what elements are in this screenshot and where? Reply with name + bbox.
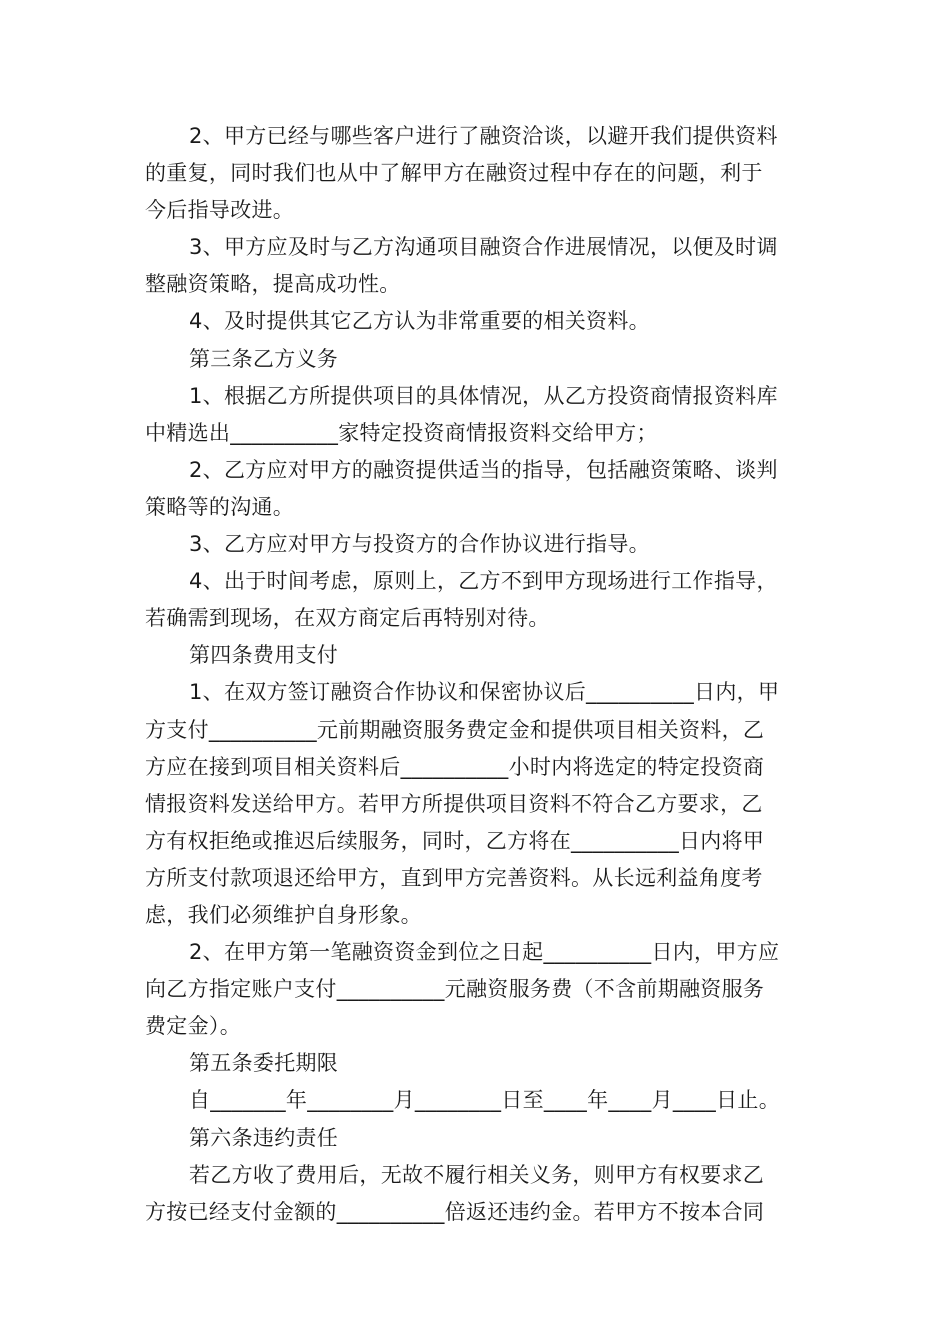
document-line: 第六条违约责任 [189,1125,339,1150]
document-line: 的重复，同时我们也从中了解甲方在融资过程中存在的问题，利于 [145,161,763,186]
document-line: 整融资策略，提高成功性。 [145,272,401,297]
document-line: 若确需到现场，在双方商定后再特别对待。 [145,606,550,631]
document-line: 策略等的沟通。 [145,494,295,519]
document-line: 方支付__________元前期融资服务费定金和提供项目相关资料，乙 [145,717,765,742]
document-body [145,118,813,1231]
document-line: 4、及时提供其它乙方认为非常重要的相关资料。 [189,309,650,334]
document-line: 1、在双方签订融资合作协议和保密协议后__________日内，甲 [189,680,780,705]
document-line: 方应在接到项目相关资料后__________小时内将选定的特定投资商 [145,754,765,779]
document-line: 方有权拒绝或推迟后续服务，同时，乙方将在__________日内将甲 [145,828,765,853]
document-line: 第四条费用支付 [189,643,339,668]
document-line: 3、乙方应对甲方与投资方的合作协议进行指导。 [189,532,650,557]
document-line: 若乙方收了费用后，无故不履行相关义务，则甲方有权要求乙 [189,1162,765,1187]
document-line: 方按已经支付金额的__________倍返还违约金。若甲方不按本合同 [145,1199,765,1224]
document-line: 方所支付款项退还给甲方，直到甲方完善资料。从长远利益角度考 [145,865,763,890]
document-line: 向乙方指定账户支付__________元融资服务费（不含前期融资服务 [145,977,765,1002]
document-line: 1、根据乙方所提供项目的具体情况，从乙方投资商情报资料库 [189,383,778,408]
document-line: 4、出于时间考虑，原则上，乙方不到甲方现场进行工作指导， [189,569,778,594]
document-line: 第五条委托期限 [189,1051,339,1076]
document-line: 2、在甲方第一笔融资资金到位之日起__________日内，甲方应 [189,940,780,965]
document-line: 3、甲方应及时与乙方沟通项目融资合作进展情况，以便及时调 [189,235,778,260]
document-line: 2、乙方应对甲方的融资提供适当的指导，包括融资策略、谈判 [189,457,778,482]
document-line: 第三条乙方义务 [189,346,339,371]
document-line: 今后指导改进。 [145,198,295,223]
document-line: 2、甲方已经与哪些客户进行了融资洽谈，以避开我们提供资料 [189,124,778,148]
document-line: 费定金）。 [145,1014,241,1039]
document-line: 中精选出__________家特定投资商情报资料交给甲方； [145,420,658,445]
document-line: 自_______年________月________日至____年____月____日止。 [189,1088,780,1113]
document-line: 虑，我们必须维护自身形象。 [145,902,422,927]
document-line: 情报资料发送给甲方。若甲方所提供项目资料不符合乙方要求，乙 [145,791,763,816]
